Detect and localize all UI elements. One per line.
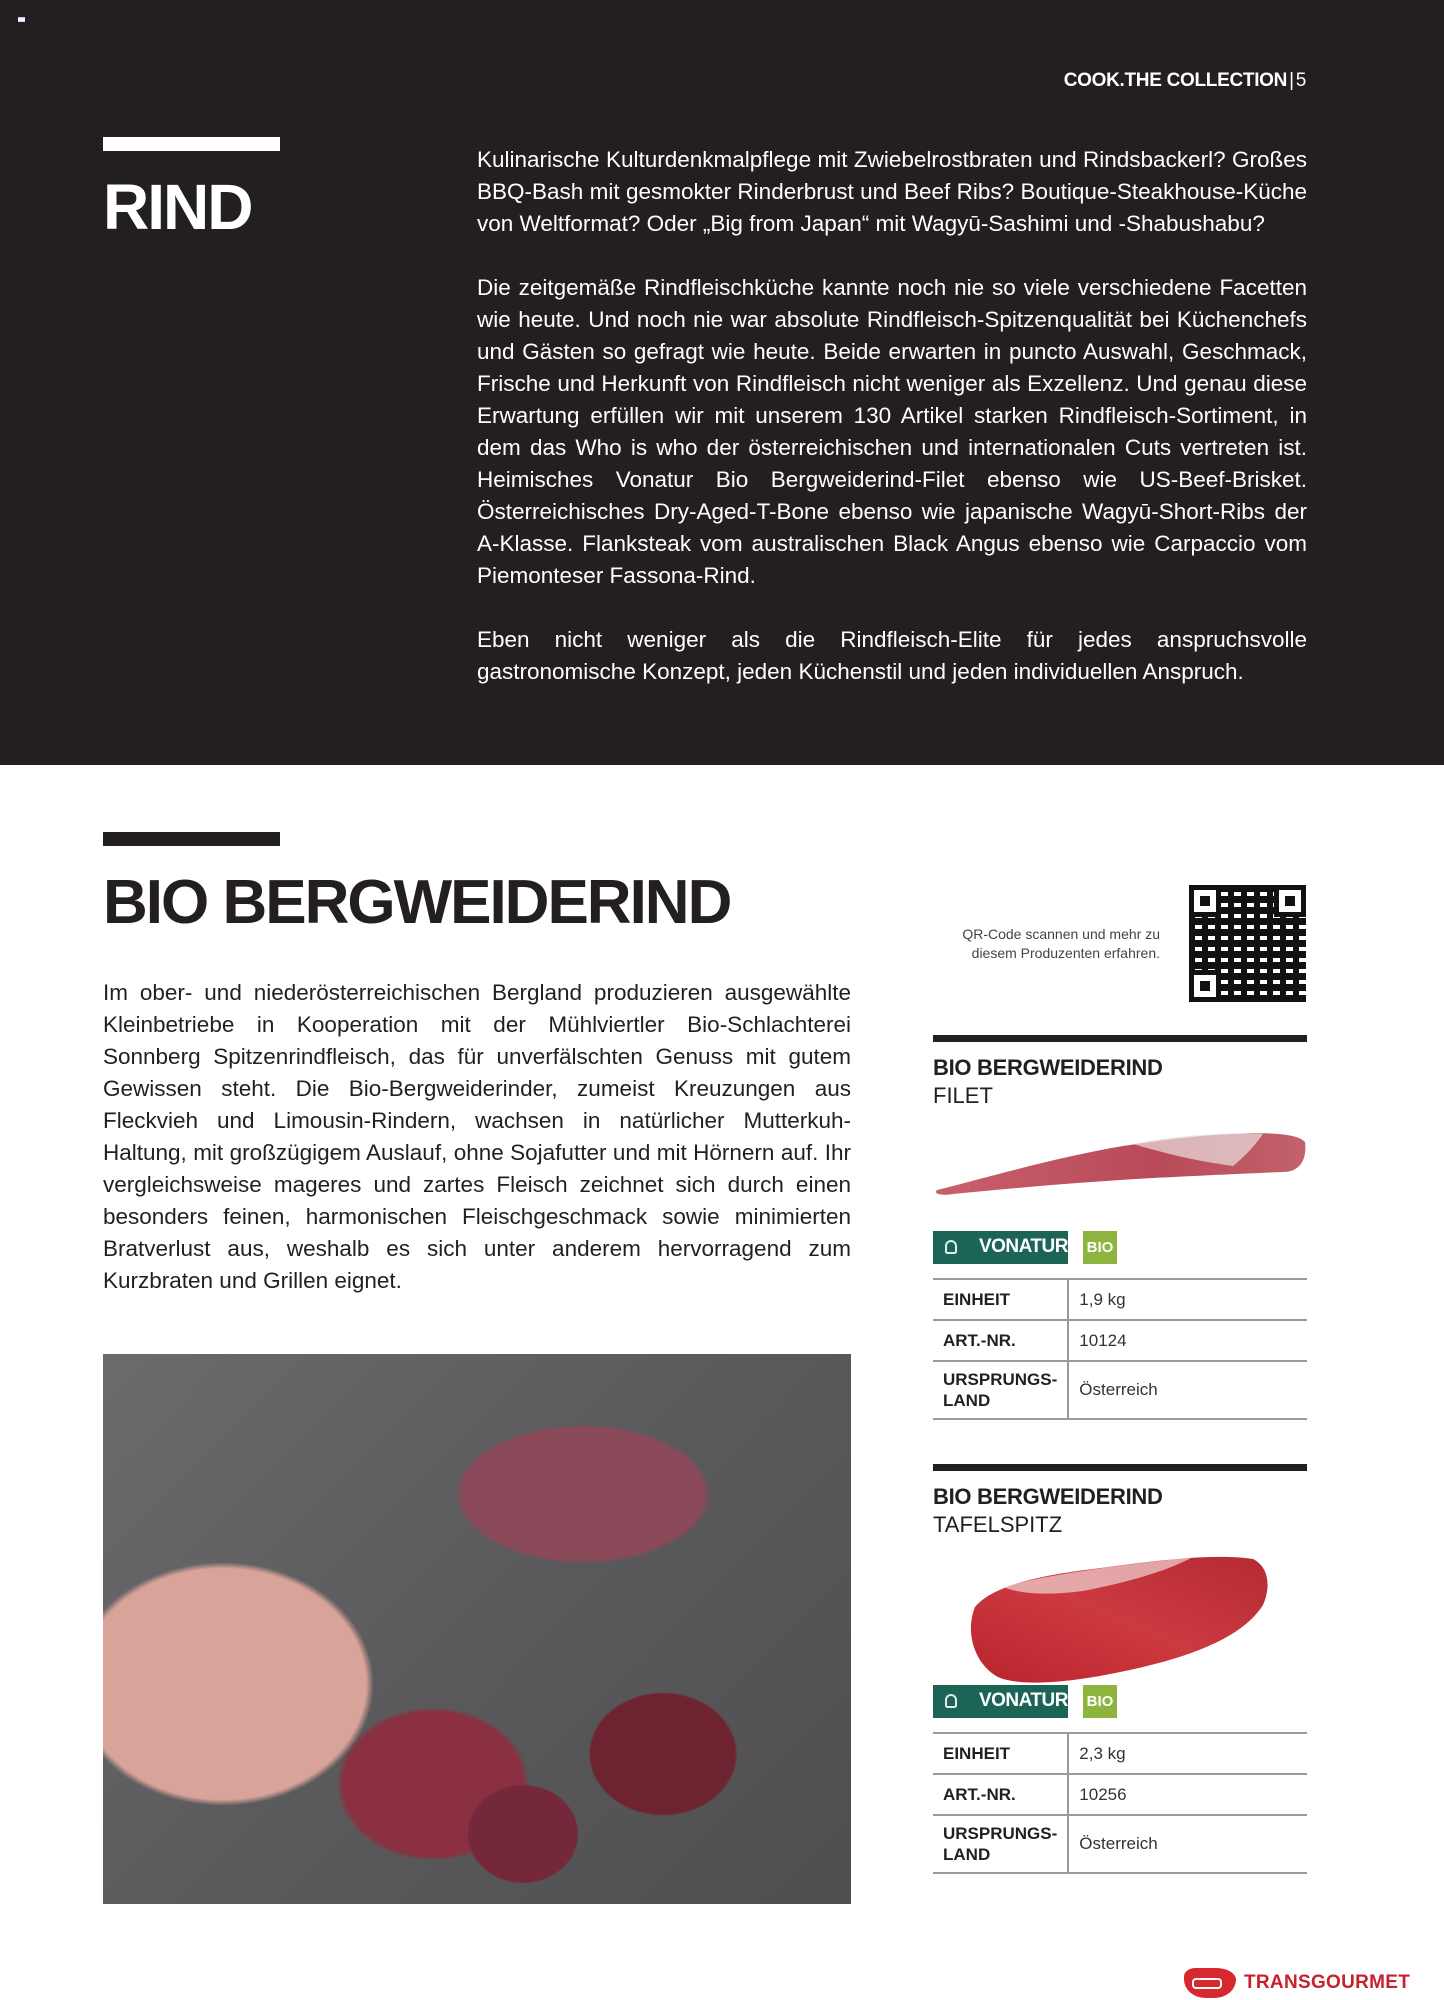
spec-row xyxy=(933,1774,1307,1815)
spec-key: EINHEIT xyxy=(933,1279,1068,1320)
card-accent-bar xyxy=(933,1464,1307,1471)
spec-key: ART.-NR. xyxy=(933,1320,1068,1361)
qr-finder-pattern xyxy=(1274,885,1306,917)
spec-value: Österreich xyxy=(1068,1815,1307,1873)
beef-filet-icon xyxy=(933,1128,1307,1200)
logo-wordmark: TRANSGOURMET xyxy=(1244,1972,1411,1993)
spec-row xyxy=(933,1361,1307,1419)
beef-tafelspitz-image xyxy=(933,1539,1307,1684)
spec-key: URSPRUNGS-LAND xyxy=(933,1815,1068,1873)
spec-value: Österreich xyxy=(1068,1361,1307,1419)
section-title: BIO BERGWEIDERIND xyxy=(103,868,731,937)
qr-finder-pattern xyxy=(1189,970,1221,1002)
transgourmet-emblem-icon xyxy=(945,1694,957,1708)
qr-code-icon[interactable] xyxy=(1189,885,1306,1002)
section-body: Im ober- und niederösterreichischen Bergland produzieren ausgewählte Kleinbetriebe in Kooperation mit der Mühlviertler Bio-Schlachterei Sonnberg Spitzenrindfleisch, das für unverfälschten Genuss mit gutem Gewissen steht. Die Bio-Bergweiderinder, zumeist Kreuzungen aus Fleckvieh und Limousin-Rindern, wachsen in natürlicher Mutterkuh-Haltung, mit großzügigem Auslauf, ohne Sojafutter und mit Hörnern auf. Ihr vergleichsweise mageres und zartes Fleisch zeichnet sich durch einen besonders feinen, harmonischen Fleischgeschmack sowie minimierten Bratverlust aus, weshalb es sich unter anderem hervorragend zum Kurzbraten und Grillen eignet. xyxy=(103,980,851,1293)
spec-key: URSPRUNGS-LAND xyxy=(933,1361,1068,1419)
product-badges xyxy=(933,1684,1307,1718)
product-name: BIO BERGWEIDERIND xyxy=(933,1055,1163,1080)
product-name: BIO BERGWEIDERIND xyxy=(933,1484,1163,1509)
spec-value: 10256 xyxy=(1068,1774,1307,1815)
transgourmet-logo xyxy=(1184,1968,1410,1998)
title-accent-bar xyxy=(103,137,280,151)
qr-caption: QR-Code scannen und mehr zu diesem Produzenten erfahren. xyxy=(962,926,1160,961)
card-accent-bar xyxy=(933,1035,1307,1042)
product-card-tafelspitz xyxy=(933,1464,1307,1874)
intro-band xyxy=(0,0,1444,765)
spec-table xyxy=(933,1732,1307,1874)
spec-row xyxy=(933,1733,1307,1774)
spec-value: 1,9 kg xyxy=(1068,1279,1307,1320)
transgourmet-shield-icon xyxy=(1184,1968,1236,1998)
spec-row xyxy=(933,1279,1307,1320)
vonatur-badge xyxy=(933,1685,1068,1718)
crop-mark-icon xyxy=(18,17,25,22)
vonatur-badge xyxy=(933,1231,1068,1264)
product-cut: TAFELSPITZ xyxy=(933,1512,1063,1537)
page-number: 5 xyxy=(1295,70,1306,91)
beef-tafelspitz-icon xyxy=(963,1547,1273,1687)
spec-row xyxy=(933,1320,1307,1361)
qr-finder-pattern xyxy=(1189,885,1221,917)
beef-filet-image xyxy=(933,1110,1307,1230)
publication-title: COOK.THE COLLECTION xyxy=(1063,70,1288,91)
brand-label: VONATUR xyxy=(978,1236,1068,1257)
transgourmet-emblem-icon xyxy=(945,1240,957,1254)
bio-badge: BIO xyxy=(1083,1231,1117,1264)
spec-value: 10124 xyxy=(1068,1320,1307,1361)
product-card-filet xyxy=(933,1035,1307,1420)
chapter-title: RIND xyxy=(103,171,252,243)
intro-paragraph: Eben nicht weniger als die Rindfleisch-Elite für jedes anspruchsvolle gastronomische Konzept, jeden Küchenstil und jeden individuellen Anspruch. xyxy=(477,627,1307,684)
intro-paragraph: Die zeitgemäße Rindfleischküche kannte noch nie so viele verschiedene Facetten wie heute. Und noch nie war absolute Rindfleisch-Spitzenqualität bei Küchenchefs und Gästen so gefragt wie heute. Beide erwarten in puncto Auswahl, Geschmack, Frische und Herkunft von Rindfleisch nicht weniger als Exzellenz. Und genau diese Erwartung erfüllen wir mit unserem 130 Artikel starken Rindfleisch-Sortiment, in dem das Who is who der österreichischen und internationalen Cuts vertreten ist. Heimisches Vonatur Bio Bergweiderind-Filet ebenso wie US-Beef-Brisket. Österreichisches Dry-Aged-T-Bone ebenso wie japanische Wagyū-Short-Ribs der A-Klasse. Flanksteak vom australischen Black Angus ebenso wie Carpaccio vom Piemonteser Fassona-Rind. xyxy=(477,275,1307,588)
bio-badge: BIO xyxy=(1083,1685,1117,1718)
spec-row xyxy=(933,1815,1307,1873)
running-header xyxy=(1064,70,1306,92)
spec-key: ART.-NR. xyxy=(933,1774,1068,1815)
spec-key: EINHEIT xyxy=(933,1733,1068,1774)
intro-text xyxy=(477,144,1307,720)
header-separator: | xyxy=(1289,70,1294,91)
spec-value: 2,3 kg xyxy=(1068,1733,1307,1774)
spec-table xyxy=(933,1278,1307,1420)
intro-paragraph: Kulinarische Kulturdenkmalpflege mit Zwiebelrostbraten und Rindsbackerl? Großes BBQ-Bash mit gesmokter Rinderbrust und Beef Ribs? Boutique-Steakhouse-Küche von Weltformat? Oder „Big from Japan“ mit Wagyū-Sashimi und -Shabushabu? xyxy=(477,147,1307,236)
section-accent-bar xyxy=(103,832,280,846)
raw-beef-cuts-photo xyxy=(103,1354,851,1904)
brand-label: VONATUR xyxy=(978,1690,1068,1711)
product-badges xyxy=(933,1230,1307,1264)
product-cut: FILET xyxy=(933,1083,993,1108)
